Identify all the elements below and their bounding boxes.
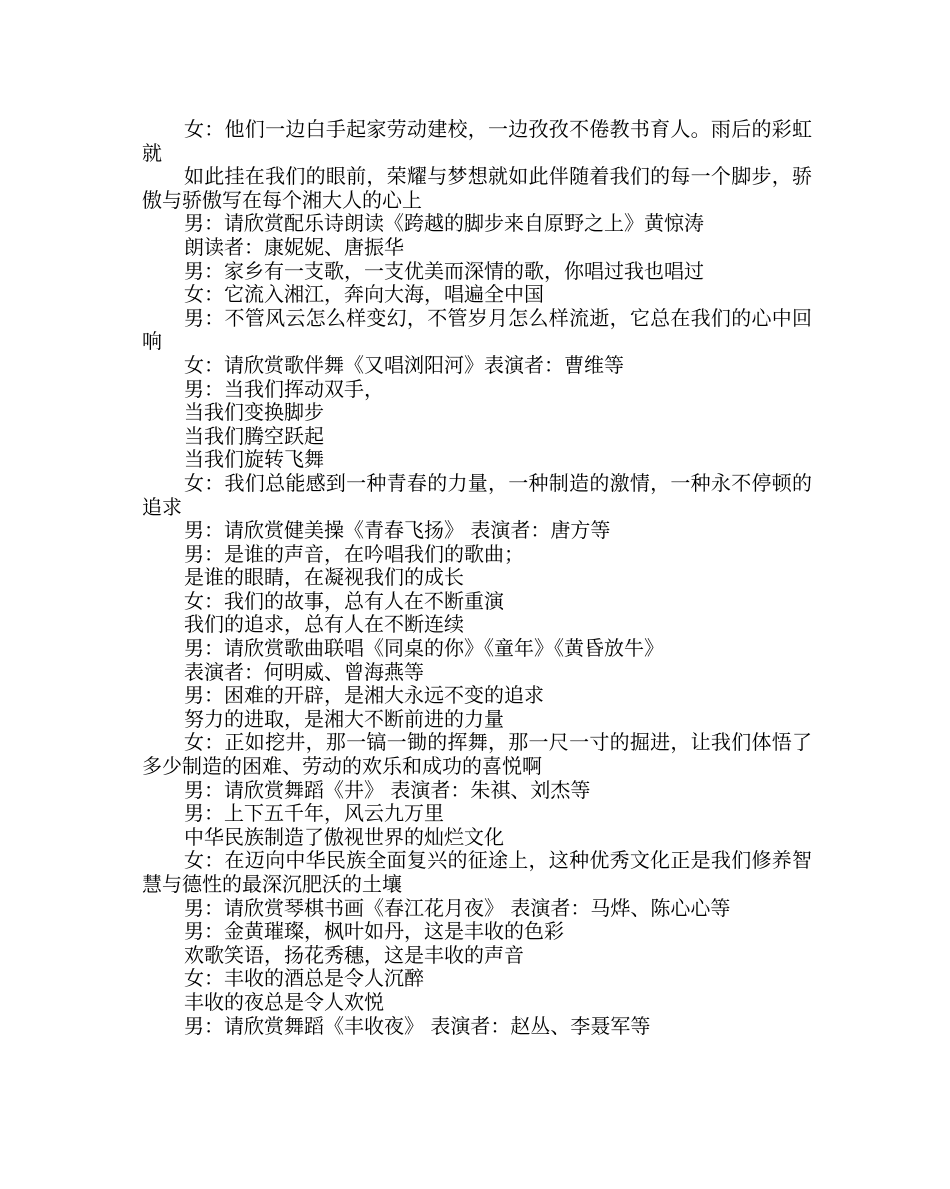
script-line: 男：请欣赏健美操《青春飞扬》 表演者：唐方等 [184, 518, 611, 543]
script-line: 男：请欣赏配乐诗朗读《跨越的脚步来自原野之上》黄惊涛 [184, 211, 704, 236]
script-line: 我们的追求，总有人在不断连续 [184, 612, 464, 637]
script-line: 女：在迈向中华民族全面复兴的征途上，这种优秀文化正是我们修养智慧与德性的最深沉肥沃的土壤 [142, 848, 812, 896]
script-line: 男：是谁的声音，在吟唱我们的歌曲； [184, 541, 524, 566]
script-line: 女：丰收的酒总是令人沉醉 [184, 966, 424, 991]
script-line: 男：上下五千年，风云九万里 [184, 801, 444, 826]
script-line: 男：请欣赏舞蹈《井》 表演者：朱祺、刘杰等 [184, 777, 591, 802]
script-line: 丰收的夜总是令人欢悦 [184, 989, 384, 1014]
script-line: 努力的进取，是湘大不断前进的力量 [184, 706, 504, 731]
script-line: 当我们旋转飞舞 [184, 447, 324, 472]
script-line: 当我们变换脚步 [184, 400, 324, 425]
script-line: 女：我们总能感到一种青春的力量，一种制造的激情，一种永不停顿的追求 [142, 470, 812, 519]
script-line: 是谁的眼睛，在凝视我们的成长 [184, 565, 464, 590]
script-line: 女：正如挖井，那一镐一锄的挥舞，那一尺一寸的掘进，让我们体悟了多少制造的困难、劳动的欢乐和成功的喜悦啊 [142, 730, 812, 779]
script-line: 男：金黄璀璨，枫叶如丹，这是丰收的色彩 [184, 919, 564, 944]
script-line: 欢歌笑语，扬花秀穗，这是丰收的声音 [184, 942, 524, 967]
script-line: 朗读者：康妮妮、唐振华 [184, 234, 404, 259]
script-line: 如此挂在我们的眼前，荣耀与梦想就如此伴随着我们的每一个脚步，骄傲与骄傲写在每个湘大人的心上 [142, 164, 812, 212]
script-text-body [142, 118, 812, 1038]
script-line: 中华民族制造了傲视世界的灿烂文化 [184, 824, 504, 849]
script-line: 女：请欣赏歌伴舞《又唱浏阳河》表演者：曹维等 [184, 352, 624, 377]
script-line: 女：它流入湘江，奔向大海，唱遍全中国 [184, 282, 544, 307]
script-line: 男：不管风云怎么样变幻，不管岁月怎么样流逝，它总在我们的心中回响 [142, 305, 812, 354]
script-line: 男：当我们挥动双手， [184, 376, 384, 401]
script-line: 男：请欣赏琴棋书画《春江花月夜》 表演者：马烨、陈心心等 [184, 895, 731, 920]
script-line: 男：家乡有一支歌，一支优美而深情的歌，你唱过我也唱过 [184, 258, 704, 283]
script-line: 表演者：何明威、曾海燕等 [184, 659, 424, 684]
script-line: 女：他们一边白手起家劳动建校，一边孜孜不倦教书育人。雨后的彩虹就 [142, 117, 812, 165]
script-line: 当我们腾空跃起 [184, 423, 324, 448]
script-line: 男：请欣赏歌曲联唱《同桌的你》《童年》《黄昏放牛》 [184, 636, 664, 661]
script-line: 女：我们的故事，总有人在不断重演 [184, 588, 504, 613]
script-line: 男：困难的开辟，是湘大永远不变的追求 [184, 683, 544, 708]
script-line: 男：请欣赏舞蹈《丰收夜》 表演者：赵丛、李聂军等 [184, 1013, 651, 1038]
